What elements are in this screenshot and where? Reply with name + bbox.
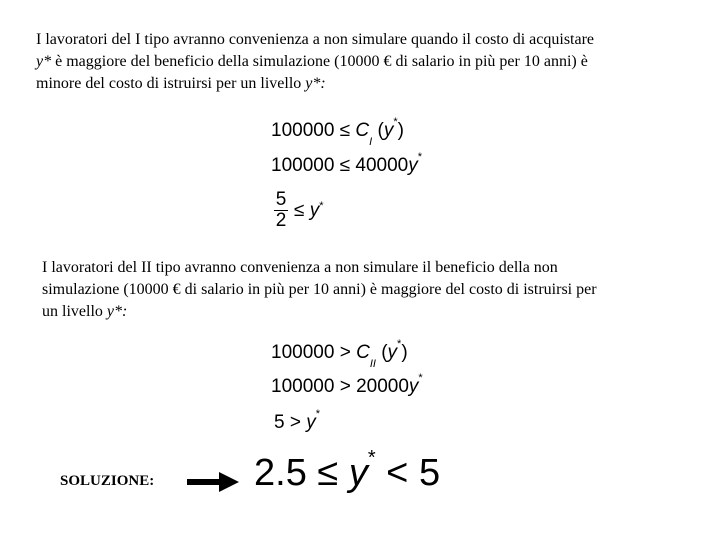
eq2-star: * [417,151,423,163]
equation-cost-value-two [271,372,423,397]
eq1-op: ≤ [339,120,351,141]
eq1-var: y [383,120,394,141]
eq2-op: ≤ [339,155,351,176]
eq6-op: > [289,412,301,433]
equation-cost-type-one [271,116,404,148]
para2-var: y*: [106,303,128,320]
fraction-numerator: 5 [275,189,287,210]
solution-upper: 5 [418,452,441,494]
eq1-open: ( [377,120,384,141]
equation-cost-value-one [271,151,423,176]
eq1-lhs: 100000 [271,120,335,141]
solution-op1: ≤ [317,452,339,494]
paragraph-type-one [36,29,696,95]
eq4-func: C [356,342,370,363]
eq4-var: y [387,342,398,363]
eq4-op: > [339,342,351,363]
eq3-var: y [309,200,320,221]
para2-line3: un livello [42,303,107,320]
eq4-lhs: 100000 [271,342,335,363]
eq3-op: ≤ [294,200,305,221]
solution-star: * [367,447,376,469]
eq5-star: * [418,372,423,384]
eq2-var: y [408,155,418,176]
eq6-star: * [315,408,321,420]
right-arrow-icon [187,472,239,492]
eq5-op: > [339,376,351,397]
eq5-lhs: 100000 [271,376,335,397]
para1-line3: minore del costo di istruirsi per un livello [36,75,306,92]
para1-line2: è maggiore del beneficio della simulazione (10000 € di salario in più per 10 anni) è [51,53,588,70]
paragraph-type-two [42,257,682,323]
eq5-var: y [408,376,419,397]
solution-label: SOLUZIONE: [60,473,155,489]
eq1-sub: I [369,135,373,148]
eq1-close: ) [397,120,404,141]
solution-equation [254,447,441,494]
fraction-denominator: 2 [275,210,287,231]
para2-line1: I lavoratori del II tipo avranno convenienza a non simulare il beneficio della non [42,259,558,276]
eq2-lhs: 100000 [271,155,335,176]
eq1-star: * [393,116,398,128]
para1-var: y* [36,53,52,70]
solution-var: y [348,452,368,494]
eq4-open: ( [381,342,388,363]
para1-line1: I lavoratori del I tipo avranno convenienza a non simulare quando il costo di acquistare [36,31,595,48]
eq5-coef: 20000 [356,376,409,397]
eq2-coef: 40000 [355,155,409,176]
solution-lower: 2.5 [254,452,307,494]
eq6-var: y [306,412,316,433]
eq1-func: C [355,120,370,141]
eq4-sub: II [369,357,376,370]
eq4-star: * [397,338,402,350]
para2-line2: simulazione (10000 € di salario in più per 10 anni) è maggiore del costo di istruirsi per [42,281,597,298]
para1-var-end: y*: [305,75,326,92]
solution-op2: < [386,452,409,494]
equation-result-two [274,408,321,433]
equation-cost-type-two [271,338,408,370]
eq3-star: * [319,200,324,212]
equation-result-one [274,190,324,231]
eq4-close: ) [401,342,408,363]
eq6-lhs: 5 [274,412,285,433]
fraction [274,190,288,231]
